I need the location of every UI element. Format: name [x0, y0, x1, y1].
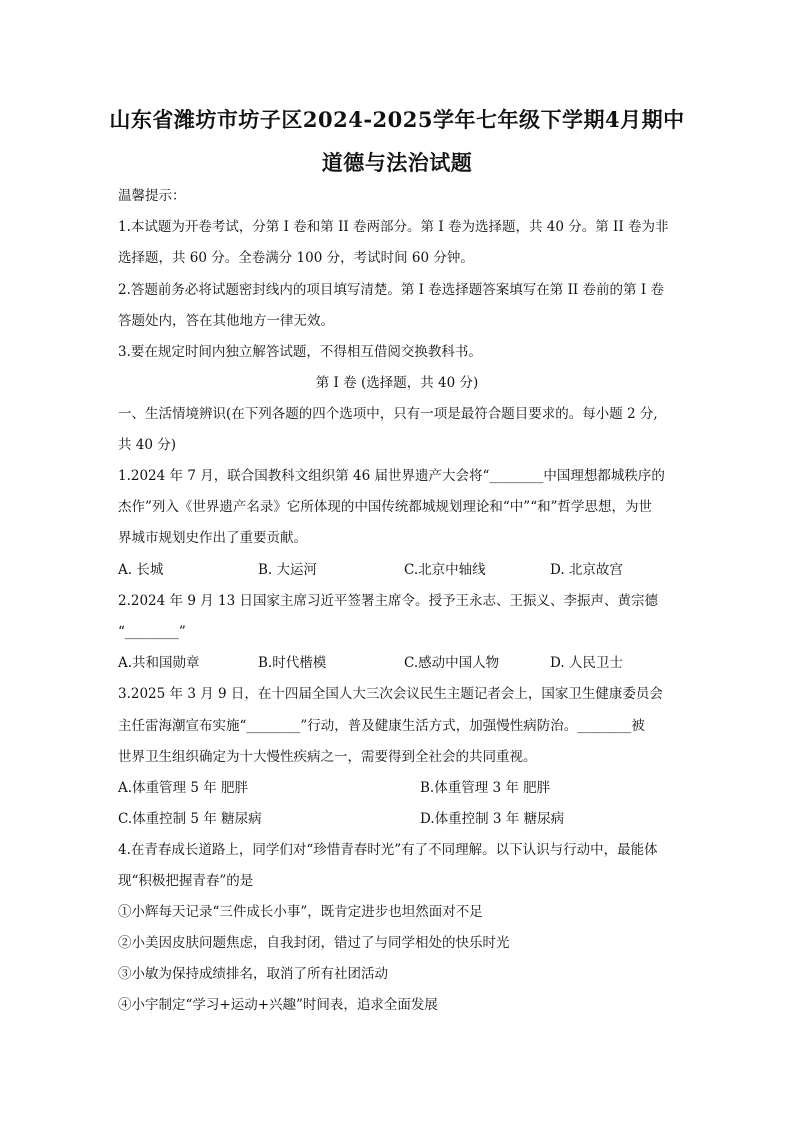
tips-line: 选择题，共 60 分。全卷满分 100 分，考试时间 60 分钟。 [118, 250, 474, 266]
question-3-option-b: B.体重管理 3 年 肥胖 [420, 780, 551, 796]
question-4-statement-1: ①小辉每天记录“三件成长小事”，既肯定进步也坦然面对不足 [118, 904, 483, 920]
section-instruction: 共 40 分) [118, 437, 177, 453]
exam-title-line2: 道德与法治试题 [321, 150, 473, 175]
question-1-option-c: C.北京中轴线 [404, 562, 486, 578]
tips-line: 1.本试题为开卷考试，分第 I 卷和第 II 卷两部分。第 I 卷为选择题，共 40 分。第 II 卷为非 [118, 219, 669, 235]
question-1-option-d: D. 北京故宫 [550, 562, 623, 578]
question-3-option-d: D.体重控制 3 年 糖尿病 [420, 811, 565, 827]
section-heading: 第 I 卷 (选择题，共 40 分) [315, 375, 479, 391]
question-1-stem: 杰作”列入《世界遗产名录》它所体现的中国传统都城规划理论和“中”“和”哲学思想，为世 [118, 499, 653, 515]
question-2-option-c: C.感动中国人物 [404, 655, 500, 671]
question-4-statement-4: ④小宇制定“学习+运动+兴趣”时间表，追求全面发展 [118, 997, 438, 1013]
question-2-stem: “________” [118, 624, 186, 640]
exam-title-line1: 山东省潍坊市坊子区2024-2025学年七年级下学期4月期中 [109, 107, 685, 132]
tips-line: 3.要在规定时间内独立解答试题，不得相互借阅交换教科书。 [118, 344, 482, 360]
tips-line: 2.答题前务必将试题密封线内的项目填写清楚。第 I 卷选择题答案填写在第 II 卷前的第 I 卷 [118, 282, 664, 298]
question-2-option-b: B.时代楷模 [258, 655, 327, 671]
tips-heading: 温馨提示： [118, 188, 186, 204]
question-3-option-c: C.体重控制 5 年 糖尿病 [118, 811, 262, 827]
question-3-stem: 3.2025 年 3 月 9 日，在十四届全国人大三次会议民生主题记者会上，国家卫生健康委员会 [118, 686, 663, 702]
question-3-stem: 主任雷海潮宣布实施“________”行动，普及健康生活方式，加强慢性病防治。________被 [118, 718, 645, 734]
question-1-stem: 界城市规划史作出了重要贡献。 [118, 530, 307, 546]
question-1-option-b: B. 大运河 [258, 562, 318, 578]
section-instruction: 一、生活情境辨识(在下列各题的四个选项中，只有一项是最符合题目要求的。每小题 2 分, [118, 406, 658, 422]
question-1-option-a: A. 长城 [118, 562, 164, 578]
question-4-stem: 现“积极把握青春”的是 [118, 873, 254, 889]
question-2-option-d: D. 人民卫士 [550, 655, 623, 671]
question-4-stem: 4.在青春成长道路上，同学们对“珍惜青春时光”有了不同理解。以下认识与行动中，最能体 [118, 842, 658, 858]
question-2-stem: 2.2024 年 9 月 13 日国家主席习近平签署主席令。授予王永志、王振义、李振声、黄宗德 [118, 593, 658, 609]
question-3-option-a: A.体重管理 5 年 肥胖 [118, 780, 249, 796]
question-4-statement-2: ②小美因皮肤问题焦虑，自我封闭，错过了与同学相处的快乐时光 [118, 935, 510, 951]
tips-line: 答题处内，答在其他地方一律无效。 [118, 313, 334, 329]
question-4-statement-3: ③小敏为保持成绩排名，取消了所有社团活动 [118, 966, 388, 982]
question-2-option-a: A.共和国勋章 [118, 655, 200, 671]
question-3-stem: 世界卫生组织确定为十大慢性疾病之一，需要得到全社会的共同重视。 [118, 749, 537, 765]
question-1-stem: 1.2024 年 7 月，联合国教科文组织第 46 届世界遗产大会将“________中国理想都城秩序的 [118, 468, 665, 484]
